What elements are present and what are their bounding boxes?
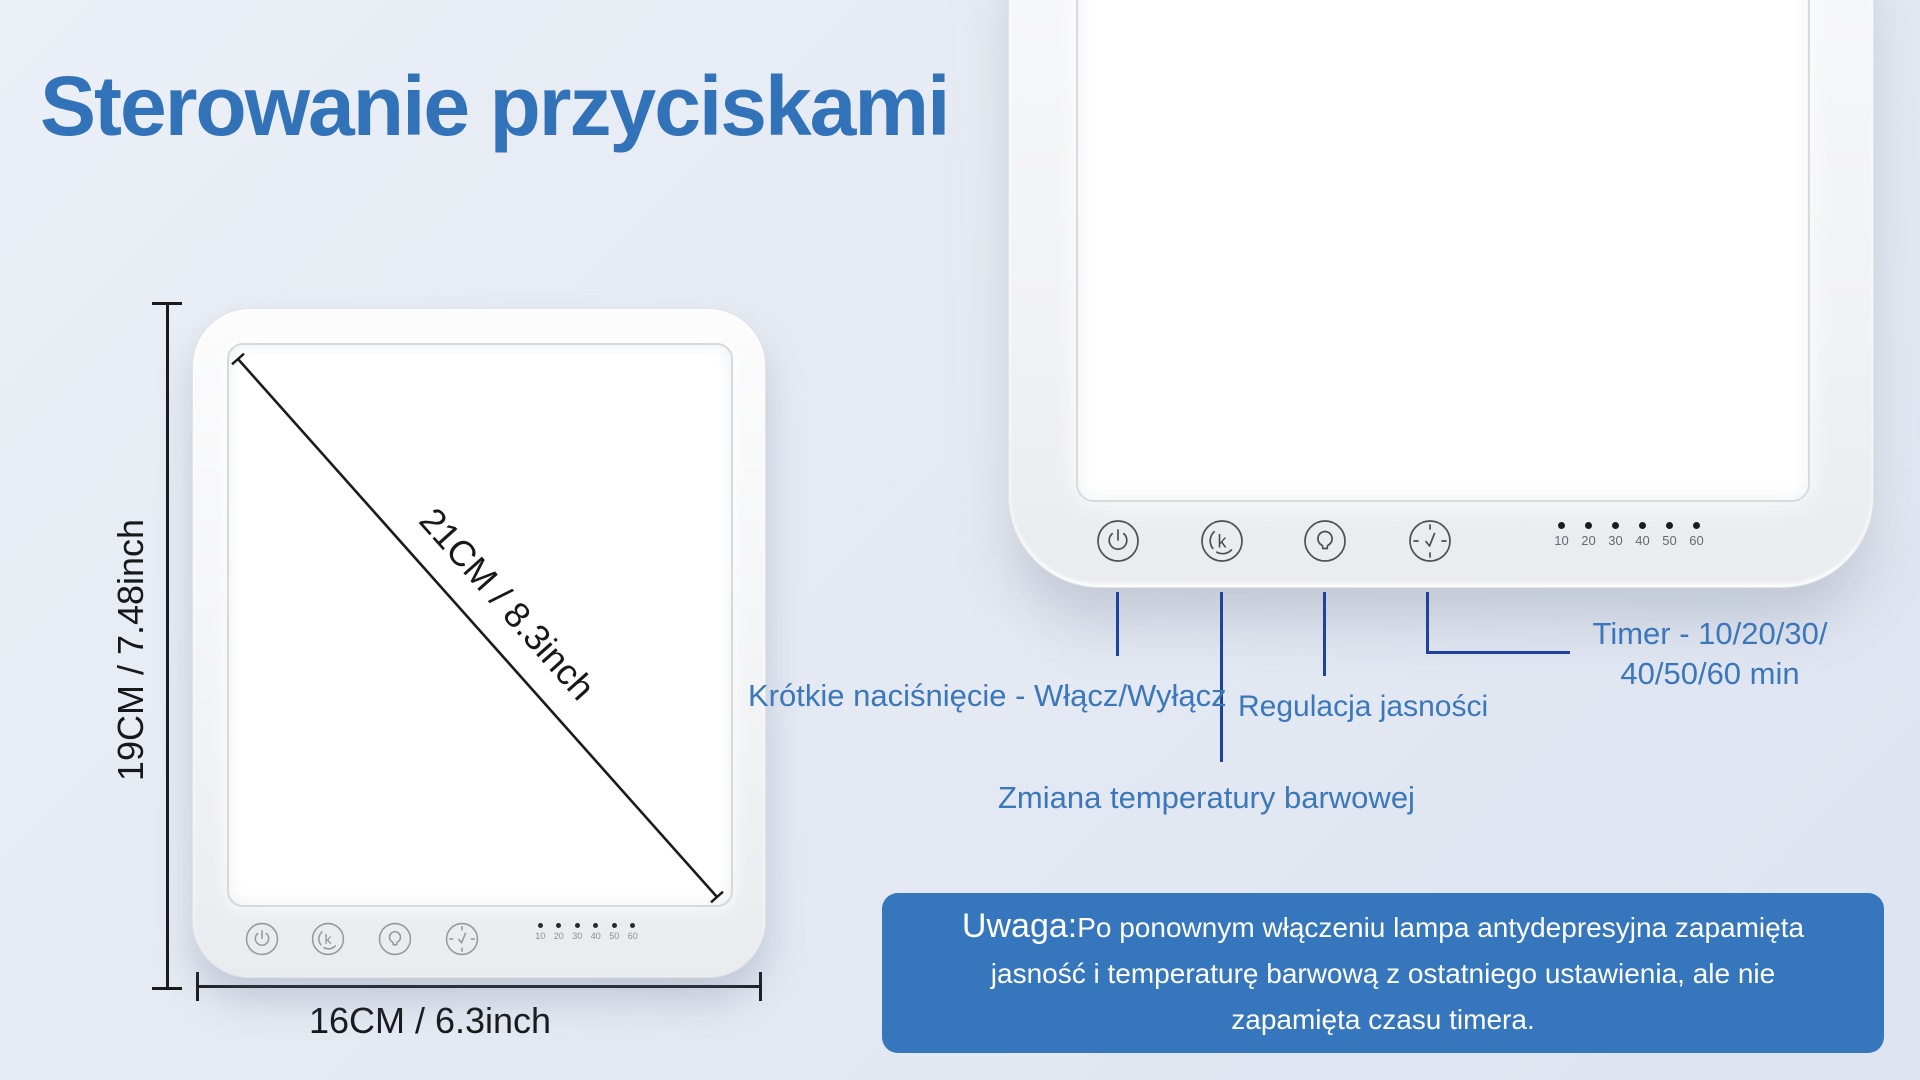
timer-scale-item: [1602, 522, 1629, 548]
note-prefix: Uwaga:: [961, 907, 1078, 945]
power-label: Krótkie naciśnięcie - Włącz/Wyłącz: [748, 678, 1227, 713]
timer-label-line2: 40/50/60 min: [1620, 656, 1800, 691]
timer-scale-item: [1656, 522, 1683, 548]
timer-scale-number: 10: [535, 931, 546, 941]
timer-scale-item: [1548, 522, 1575, 548]
timer-button: [445, 922, 479, 956]
note-line1-text: Po ponownym włączeniu lampa antydepresyjna zapamięta: [1077, 912, 1805, 943]
timer-scale-item: [1575, 522, 1602, 548]
lamp-closeup-light-panel: [1076, 0, 1810, 502]
timer-scale-item: [1683, 522, 1710, 548]
power-button-closeup: [1096, 519, 1140, 563]
note-box: [882, 893, 1884, 1053]
indicator-dot: [1693, 522, 1700, 529]
timer-scale: [531, 923, 642, 941]
indicator-dot: [556, 923, 561, 928]
color-temperature-button-closeup: [1200, 519, 1244, 563]
timer-label-line1: Timer - 10/20/30/: [1592, 616, 1828, 651]
timer-scale-number: 50: [1662, 533, 1677, 548]
timer-connector-line-horizontal: [1426, 651, 1570, 654]
indicator-dot: [593, 923, 598, 928]
timer-scale-item: [624, 923, 643, 941]
height-dimension-label: 19CM / 7.48inch: [110, 518, 151, 782]
brightness-button-closeup: [1303, 519, 1347, 563]
timer-scale-item: [568, 923, 587, 941]
timer-scale-number: 40: [1635, 533, 1650, 548]
timer-label: [1560, 614, 1860, 694]
diagonal-dimension-label: 21CM / 8.3inch: [411, 499, 604, 708]
timer-scale-closeup: [1548, 522, 1710, 548]
timer-scale-item: [531, 923, 550, 941]
height-dimension-cap-top: [152, 302, 182, 305]
timer-scale-number: 30: [572, 931, 583, 941]
timer-scale-number: 30: [1608, 533, 1623, 548]
timer-scale-number: 60: [1689, 533, 1704, 548]
timer-button-closeup: [1408, 519, 1452, 563]
indicator-dot: [1666, 522, 1673, 529]
indicator-dot: [630, 923, 635, 928]
color-temperature-label: Zmiana temperatury barwowej: [998, 780, 1415, 815]
timer-scale-number: 50: [609, 931, 620, 941]
diagonal-dimension: [193, 309, 765, 977]
indicator-dot: [612, 923, 617, 928]
timer-connector-line-vertical: [1426, 592, 1429, 654]
timer-scale-number: 20: [553, 931, 564, 941]
indicator-dot: [1639, 522, 1646, 529]
indicator-dot: [575, 923, 580, 928]
brightness-label: Regulacja jasności: [1238, 690, 1489, 723]
timer-scale-number: 60: [627, 931, 638, 941]
note-line1: [882, 903, 1884, 951]
brightness-button: [378, 922, 412, 956]
power-button: [245, 922, 279, 956]
indicator-dot: [1612, 522, 1619, 529]
height-dimension-cap-bottom: [152, 987, 182, 990]
k-glyph: k: [324, 931, 332, 948]
indicator-dot: [1558, 522, 1565, 529]
timer-scale-item: [1629, 522, 1656, 548]
timer-scale-number: 40: [590, 931, 601, 941]
color-temp-connector-line: [1220, 592, 1223, 762]
timer-scale-number: 20: [1581, 533, 1596, 548]
indicator-dot: [1585, 522, 1592, 529]
timer-scale-number: 10: [1554, 533, 1569, 548]
indicator-dot: [538, 923, 543, 928]
timer-scale-item: [587, 923, 606, 941]
page-title: Sterowanie przyciskami: [40, 59, 949, 153]
color-temperature-button: [311, 922, 345, 956]
lamp-front-view: [192, 308, 766, 978]
note-line3: zapamięta czasu timera.: [1231, 1004, 1535, 1035]
height-dimension-line: [166, 303, 169, 989]
width-dimension-label: 16CM / 6.3inch: [308, 1000, 552, 1041]
timer-scale-item: [605, 923, 624, 941]
brightness-connector-line: [1323, 592, 1326, 676]
timer-scale-item: [550, 923, 569, 941]
k-glyph: k: [1217, 531, 1227, 552]
note-line2: jasność i temperaturę barwową z ostatniego ustawienia, ale nie: [990, 958, 1776, 989]
width-dimension-line: [196, 985, 762, 988]
power-connector-line: [1116, 592, 1119, 656]
